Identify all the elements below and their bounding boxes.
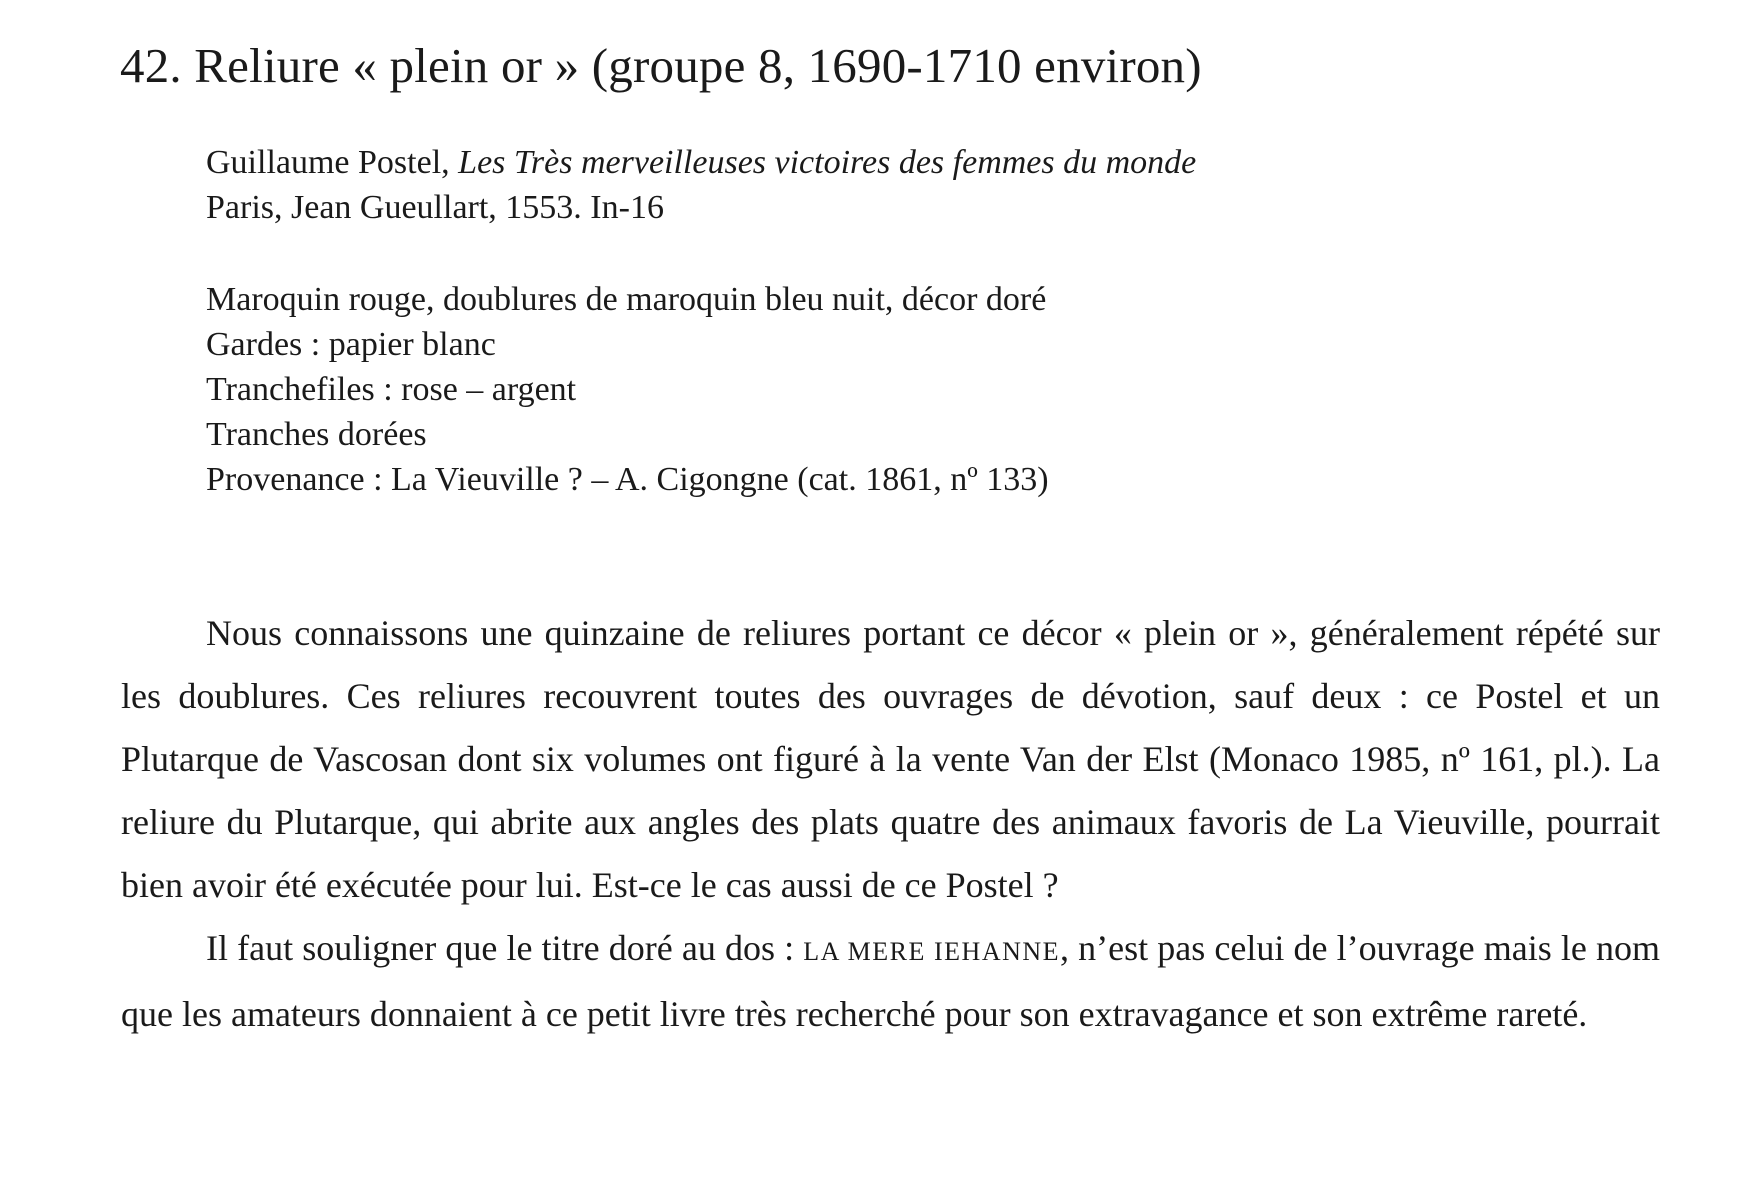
paragraph-2-before: Il faut souligner que le titre doré au dos :	[206, 928, 804, 968]
author-name: Guillaume Postel,	[206, 144, 459, 181]
imprint-line: Paris, Jean Gueullart, 1553. In-16	[206, 189, 664, 226]
entry-heading: 42. Reliure « plein or » (groupe 8, 1690-1710 environ)	[120, 38, 1202, 93]
book-title: Les Très merveilleuses victoires des femmes du monde	[458, 144, 1197, 181]
spine-title: LA MERE IEHANNE	[803, 937, 1061, 966]
description-line-provenance: Provenance : La Vieuville ? – A. Cigongne (cat. 1861, nº 133)	[206, 461, 1049, 498]
description-line-endpapers: Gardes : papier blanc	[206, 326, 496, 363]
bibliographic-entry	[206, 140, 1196, 230]
paragraph-2	[121, 917, 1660, 1046]
paragraph-2-after: , n’est pas celui de l’ouvrage mais le nom que les amateurs donnaient à ce petit livre très recherché pour son extravagance et son extrême rareté.	[121, 928, 1660, 1034]
description-line-material: Maroquin rouge, doublures de maroquin bleu nuit, décor doré	[206, 281, 1047, 318]
commentary	[121, 602, 1660, 1046]
author-title-line	[206, 140, 1196, 185]
paragraph-1: Nous connaissons une quinzaine de reliures portant ce décor « plein or », généralement répété sur les doublures. Ces reliures recouvrent toutes des ouvrages de dévotion, sauf deux : ce Postel et un Plutarque de Vascosan dont six volumes ont figuré à la vente Van der Elst (Monaco 1985, nº 161, pl.). La reliure du Plutarque, qui abrite aux angles des plats quatre des animaux favoris de La Vieuville, pourrait bien avoir été exécutée pour lui. Est-ce le cas aussi de ce Postel ?	[121, 613, 1660, 905]
description-line-headbands: Tranchefiles : rose – argent	[206, 371, 577, 408]
binding-description	[206, 277, 1049, 502]
description-line-edges: Tranches dorées	[206, 416, 427, 453]
